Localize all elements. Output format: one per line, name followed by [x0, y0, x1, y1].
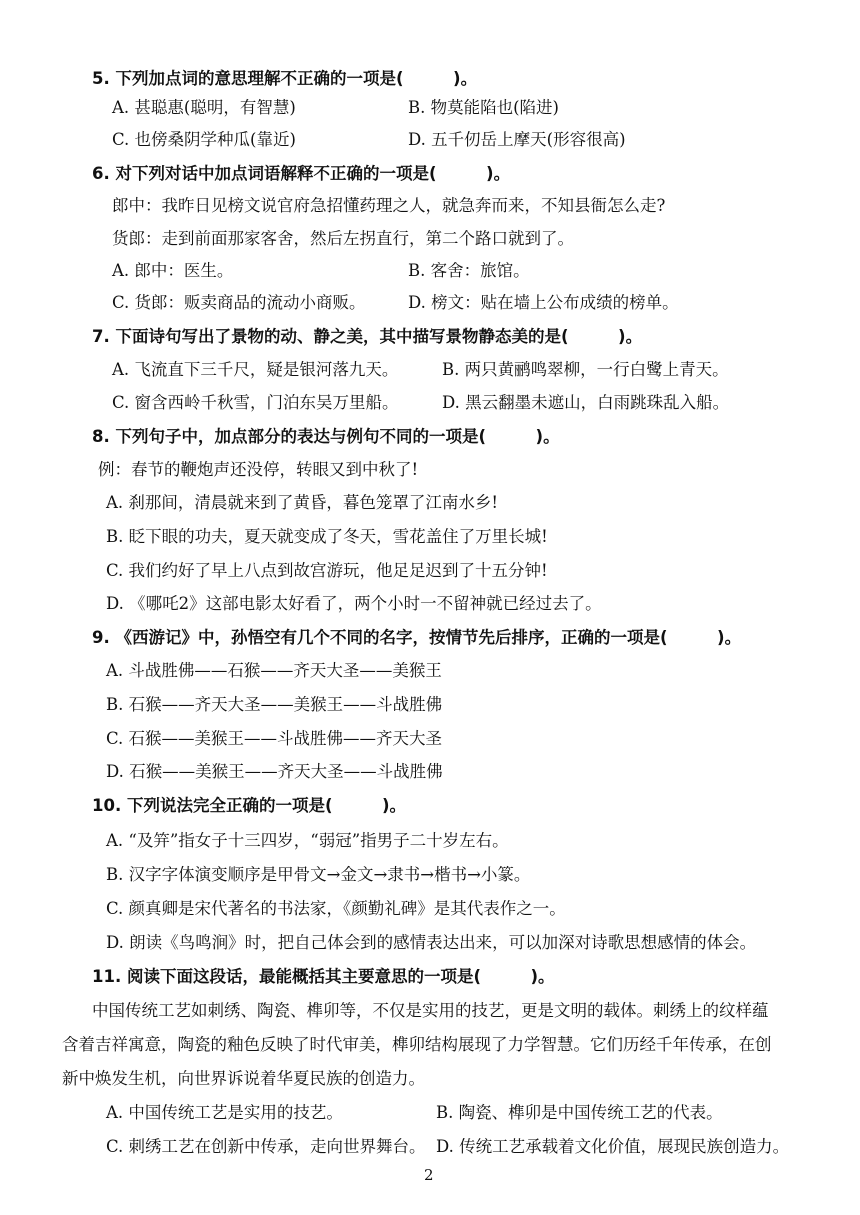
q11-passage-line: 含着吉祥寓意，陶瓷的釉色反映了时代审美，榫卯结构展现了力学智慧。它们历经千年传承，在创 [62, 1035, 772, 1054]
q10-stem: 10. 下列说法完全正确的一项是( )。 [92, 796, 407, 815]
q5-option-a: A. 甚聪惠(聪明，有智慧) [112, 98, 296, 117]
q10-option-b: B. 汉字字体演变顺序是甲骨文→金文→隶书→楷书→小篆。 [106, 865, 531, 884]
q11-option-b: B. 陶瓷、榫卯是中国传统工艺的代表。 [436, 1103, 723, 1122]
q11-stem: 11. 阅读下面这段话，最能概括其主要意思的一项是( )。 [92, 967, 555, 986]
q11-passage-line: 中国传统工艺如刺绣、陶瓷、榫卯等，不仅是实用的技艺，更是文明的载体。刺绣上的纹样蕴 [92, 1001, 769, 1020]
q8-option-d: D. 《哪吒2》这部电影太好看了，两个小时一不留神就已经过去了。 [106, 594, 602, 613]
q6-dialogue-line: 货郎：走到前面那家客舍，然后左拐直行，第二个路口就到了。 [112, 229, 574, 248]
q8-stem: 8. 下列句子中，加点部分的表达与例句不同的一项是( )。 [92, 427, 560, 446]
q7-option-c: C. 窗含西岭千秋雪，门泊东吴万里船。 [112, 393, 399, 412]
q7-option-d: D. 黑云翻墨未遮山，白雨跳珠乱入船。 [442, 393, 730, 412]
q10-option-d: D. 朗读《鸟鸣涧》时，把自己体会到的感情表达出来，可以加深对诗歌思想感情的体会。 [106, 933, 757, 952]
q6-dialogue-line: 郎中：我昨日见榜文说官府急招懂药理之人，就急奔而来，不知县衙怎么走? [112, 196, 666, 215]
q11-option-d: D. 传统工艺承载着文化价值，展现民族创造力。 [436, 1137, 790, 1156]
q8-option-a: A. 刹那间，清晨就来到了黄昏，暮色笼罩了江南水乡! [106, 493, 499, 512]
q8-example: 例：春节的鞭炮声还没停，转眼又到中秋了! [98, 460, 419, 479]
q9-stem: 9. 《西游记》中，孙悟空有几个不同的名字，按情节先后排序，正确的一项是( )。 [92, 628, 742, 647]
q9-option-c: C. 石猴——美猴王——斗战胜佛——齐天大圣 [106, 729, 443, 748]
q7-stem: 7. 下面诗句写出了景物的动、静之美，其中描写景物静态美的是( )。 [92, 327, 643, 346]
q5-option-d: D. 五千仞岳上摩天(形容很高) [408, 130, 626, 149]
q6-option-d: D. 榜文：贴在墙上公布成绩的榜单。 [408, 293, 679, 312]
q10-option-c: C. 颜真卿是宋代著名的书法家，《颜勤礼碑》是其代表作之一。 [106, 899, 566, 918]
q6-option-b: B. 客舍：旅馆。 [408, 261, 530, 280]
q8-option-b: B. 眨下眼的功夫，夏天就变成了冬天，雪花盖住了万里长城! [106, 527, 548, 546]
q6-option-c: C. 货郎：贩卖商品的流动小商贩。 [112, 293, 366, 312]
q9-option-a: A. 斗战胜佛——石猴——齐天大圣——美猴王 [106, 661, 442, 680]
q6-option-a: A. 郎中：医生。 [112, 261, 234, 280]
q5-option-b: B. 物莫能陷也(陷进) [408, 98, 559, 117]
q6-stem: 6. 对下列对话中加点词语解释不正确的一项是( )。 [92, 164, 511, 183]
q7-option-a: A. 飞流直下三千尺，疑是银河落九天。 [112, 360, 399, 379]
q10-option-a: A. “及笄”指女子十三四岁，“弱冠”指男子二十岁左右。 [106, 831, 509, 850]
q9-option-b: B. 石猴——齐天大圣——美猴王——斗战胜佛 [106, 695, 443, 714]
q11-passage-line: 新中焕发生机，向世界诉说着华夏民族的创造力。 [62, 1069, 425, 1088]
q5-stem: 5. 下列加点词的意思理解不正确的一项是( )。 [92, 69, 478, 88]
page-number: 2 [424, 1166, 434, 1184]
q8-option-c: C. 我们约好了早上八点到故宫游玩，他足足迟到了十五分钟! [106, 561, 548, 580]
q5-option-c: C. 也傍桑阴学种瓜(靠近) [112, 130, 296, 149]
q11-option-c: C. 刺绣工艺在创新中传承，走向世界舞台。 [106, 1137, 426, 1156]
q7-option-b: B. 两只黄鹂鸣翠柳，一行白鹭上青天。 [442, 360, 729, 379]
q11-option-a: A. 中国传统工艺是实用的技艺。 [106, 1103, 343, 1122]
q9-option-d: D. 石猴——美猴王——齐天大圣——斗战胜佛 [106, 762, 443, 781]
